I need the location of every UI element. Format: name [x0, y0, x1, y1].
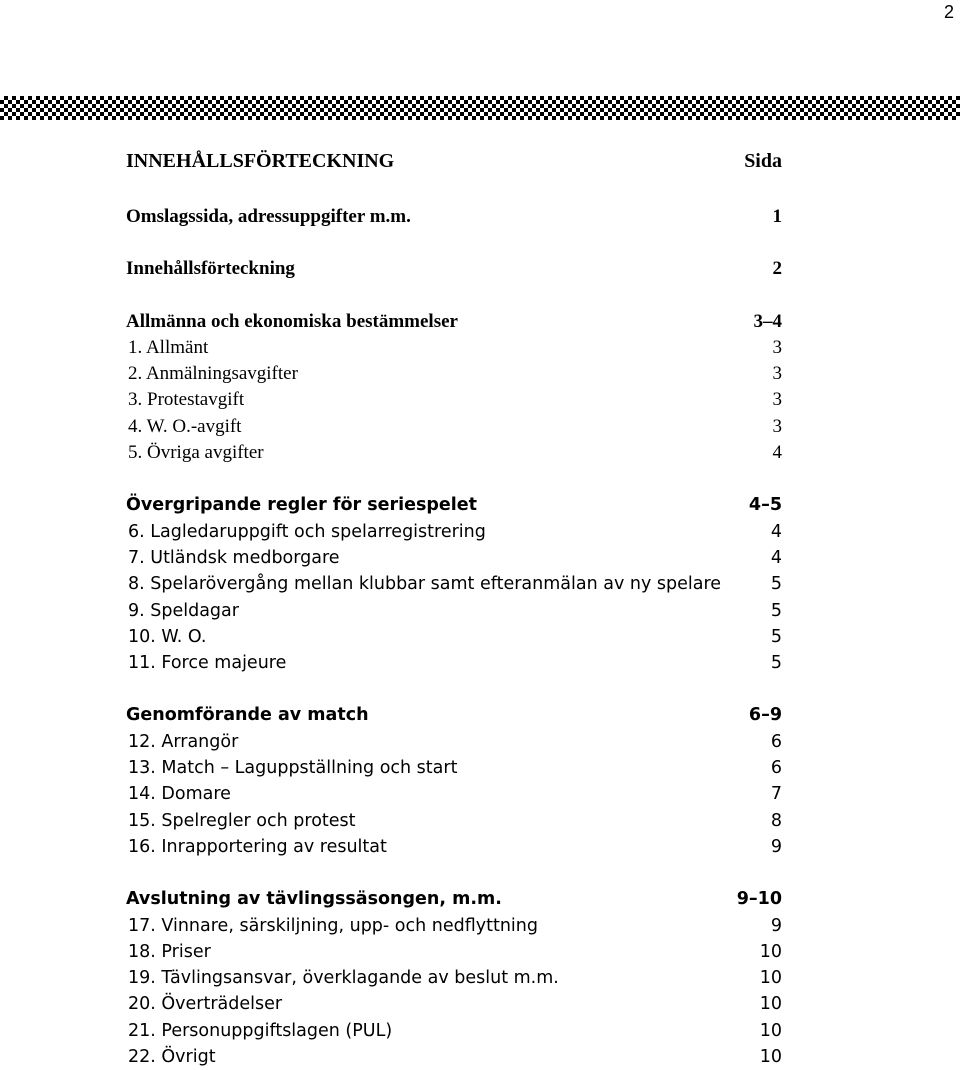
- toc-entry: [126, 781, 782, 807]
- section-pages: 9–10: [736, 889, 782, 910]
- toc-sections: [126, 204, 782, 1070]
- toc-entry-label: 15. Spelregler och protest: [128, 810, 356, 831]
- section-heading: Omslagssida, adressuppgifter m.m.: [126, 206, 411, 227]
- toc-entry: [126, 965, 782, 991]
- toc-entry-label: 3. Protestavgift: [128, 389, 245, 411]
- toc-entry-label: 12. Arrangör: [128, 731, 239, 752]
- toc-header: [126, 150, 782, 178]
- toc-entry-label: 6. Lagledaruppgift och spelarregistrering: [128, 521, 486, 542]
- toc-entry-label: 4. W. O.-avgift: [128, 415, 242, 437]
- toc-entry: [126, 414, 782, 440]
- toc-entry-page: 5: [770, 653, 782, 674]
- section-heading-row: [126, 702, 782, 728]
- toc-entry-page: 10: [759, 1020, 782, 1041]
- toc-entry-page: 3: [772, 336, 782, 358]
- section-pages: 2: [772, 258, 782, 280]
- toc-entry-page: 4: [772, 442, 782, 464]
- toc-title: INNEHÅLLSFÖRTECKNING: [126, 150, 395, 172]
- toc-entry-page: 6: [770, 731, 782, 752]
- toc-entry: [126, 913, 782, 939]
- section-heading: Allmänna och ekonomiska bestämmelser: [126, 310, 458, 332]
- toc-entry-label: 22. Övrigt: [128, 1047, 216, 1068]
- section-heading: Avslutning av tävlingssäsongen, m.m.: [126, 889, 502, 910]
- toc-entry: [126, 834, 782, 860]
- table-of-contents: [126, 150, 782, 1070]
- toc-entry-label: 5. Övriga avgifter: [128, 442, 264, 464]
- page-column-label: Sida: [744, 150, 782, 172]
- toc-entry: [126, 939, 782, 965]
- page-number: 2: [943, 2, 954, 22]
- toc-entry-label: 9. Speldagar: [128, 600, 239, 621]
- toc-entry: [126, 335, 782, 361]
- toc-entry-label: 17. Vinnare, särskiljning, upp- och nedflyttning: [128, 915, 538, 936]
- toc-entry: [126, 1018, 782, 1044]
- toc-entry: [126, 440, 782, 466]
- section-heading-row: [126, 492, 782, 518]
- toc-entry: [126, 624, 782, 650]
- toc-entry-page: 7: [770, 784, 782, 805]
- toc-entry: [126, 1044, 782, 1070]
- toc-entry-label: 14. Domare: [128, 784, 231, 805]
- toc-entry-label: 8. Spelarövergång mellan klubbar samt efteranmälan av ny spelare: [128, 574, 722, 595]
- section-pages: 6–9: [748, 705, 782, 726]
- toc-entry-page: 5: [770, 574, 782, 595]
- toc-entry-page: 3: [772, 415, 782, 437]
- toc-section: [126, 204, 782, 230]
- section-heading: Genomförande av match: [126, 705, 369, 726]
- toc-entry-page: 5: [770, 626, 782, 647]
- toc-entry-page: 4: [770, 547, 782, 568]
- toc-entry-page: 10: [759, 968, 782, 989]
- toc-entry: [126, 519, 782, 545]
- toc-entry-page: 3: [772, 363, 782, 385]
- toc-entry-label: 11. Force majeure: [128, 653, 287, 674]
- toc-entry: [126, 755, 782, 781]
- toc-entry-label: 20. Överträdelser: [128, 994, 283, 1015]
- section-heading: Övergripande regler för seriespelet: [126, 495, 478, 516]
- toc-section: [126, 309, 782, 467]
- section-pages: 1: [772, 206, 782, 227]
- toc-entry: [126, 598, 782, 624]
- toc-entry-label: 13. Match – Laguppställning och start: [128, 758, 458, 779]
- toc-entry: [126, 991, 782, 1017]
- section-heading-row: [126, 256, 782, 282]
- toc-entry-page: 10: [759, 1047, 782, 1068]
- toc-entry-label: 21. Personuppgiftslagen (PUL): [128, 1020, 393, 1041]
- toc-entry-page: 3: [772, 389, 782, 411]
- toc-entry-page: 10: [759, 941, 782, 962]
- toc-entry-page: 5: [770, 600, 782, 621]
- section-pages: 3–4: [753, 310, 782, 332]
- toc-entry-label: 18. Priser: [128, 941, 211, 962]
- toc-entry-label: 10. W. O.: [128, 626, 207, 647]
- toc-entry: [126, 808, 782, 834]
- toc-entry: [126, 650, 782, 676]
- section-heading-row: [126, 309, 782, 335]
- toc-entry-page: 9: [770, 915, 782, 936]
- checkered-divider: [0, 96, 960, 120]
- toc-entry-label: 7. Utländsk medborgare: [128, 547, 340, 568]
- section-heading: Innehållsförteckning: [126, 258, 295, 280]
- toc-entry-page: 10: [759, 994, 782, 1015]
- toc-section: [126, 492, 782, 676]
- toc-entry-page: 4: [770, 521, 782, 542]
- toc-entry: [126, 361, 782, 387]
- toc-entry: [126, 729, 782, 755]
- section-pages: 4–5: [748, 495, 782, 516]
- toc-section: [126, 256, 782, 282]
- toc-entry-label: 16. Inrapportering av resultat: [128, 836, 387, 857]
- toc-section: [126, 702, 782, 860]
- toc-entry-label: 1. Allmänt: [128, 336, 209, 358]
- toc-section: [126, 886, 782, 1070]
- section-heading-row: [126, 886, 782, 912]
- toc-entry-page: 9: [770, 836, 782, 857]
- toc-entry: [126, 545, 782, 571]
- toc-entry-label: 2. Anmälningsavgifter: [128, 363, 298, 385]
- toc-entry: [126, 571, 782, 597]
- toc-entry-label: 19. Tävlingsansvar, överklagande av beslut m.m.: [128, 968, 559, 989]
- toc-entry-page: 6: [770, 758, 782, 779]
- toc-entry-page: 8: [770, 810, 782, 831]
- toc-entry: [126, 387, 782, 413]
- section-heading-row: [126, 204, 782, 230]
